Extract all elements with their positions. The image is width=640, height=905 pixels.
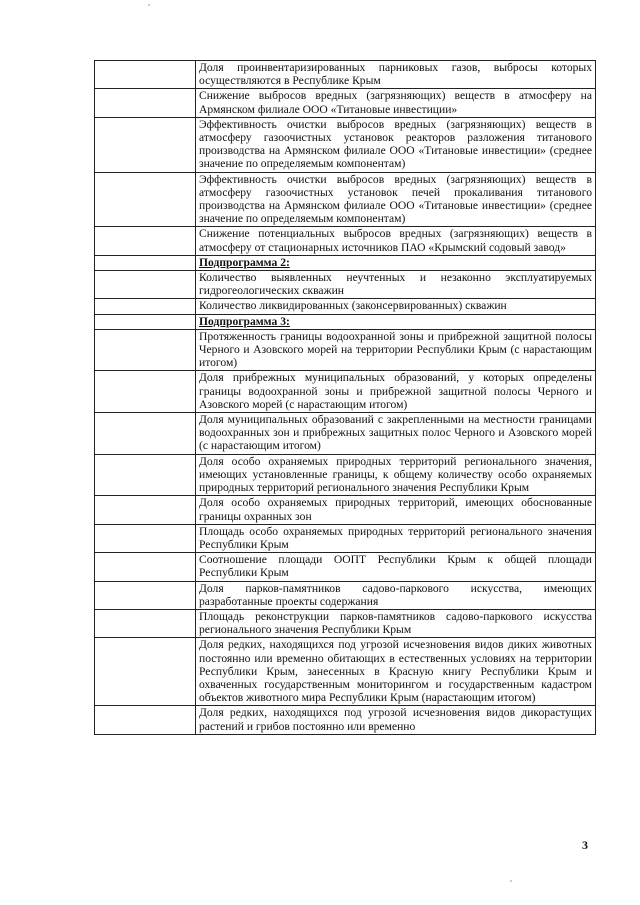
subprogram-heading: Подпрограмма 3: [196,314,596,329]
indicator-text: Доля особо охраняемых природных территорий, имеющих обоснованные границы охранных зон [196,496,596,524]
indicator-row [95,553,596,581]
blank-cell [95,609,196,637]
blank-cell [95,524,196,552]
indicator-row [95,117,596,172]
blank-cell [95,271,196,299]
scan-speck [148,4,150,6]
indicator-text: Снижение выбросов вредных (загрязняющих) веществ в атмосферу на Армянском филиале ООО «Титановые инвестиции» [196,89,596,117]
blank-cell [95,454,196,496]
indicator-text: Соотношение площади ООПТ Республики Крым к общей площади Республики Крым [196,553,596,581]
indicator-text: Доля прибрежных муниципальных образований, у которых определены границы водоохранной зоны и прибрежной защитной полосы Черного и Азовского морей (с нарастающим итогом) [196,371,596,413]
subprogram-heading: Подпрограмма 2: [196,255,596,270]
indicators-table [94,60,596,735]
blank-cell [95,638,196,706]
blank-cell [95,61,196,89]
blank-cell [95,496,196,524]
indicator-row [95,454,596,496]
indicator-text: Доля проинвентаризированных парниковых газов, выбросы которых осуществляются в Республике Крым [196,61,596,89]
indicator-text: Площадь реконструкции парков-памятников садово-паркового искусства регионального значения Республики Крым [196,609,596,637]
indicator-row [95,89,596,117]
indicator-text: Эффективность очистки выбросов вредных (загрязняющих) веществ в атмосферу газоочистных установок печей прокаливания титанового производства на Армянском филиале ООО «Титановые инвестиции» (среднее значение по определяемым компонентам) [196,172,596,227]
subprogram-heading-row [95,255,596,270]
blank-cell [95,329,196,371]
indicator-row [95,638,596,706]
indicator-text: Доля муниципальных образований с закрепленными на местности границами водоохранных зон и прибрежных защитных полос Черного и Азовского морей (с нарастающим итогом) [196,413,596,455]
indicator-text: Протяженность границы водоохранной зоны и прибрежной защитной полосы Черного и Азовского морей на территории Республики Крым (с нарастающим итогом) [196,329,596,371]
indicator-text: Доля парков-памятников садово-паркового искусства, имеющих разработанные проекты содержания [196,581,596,609]
indicator-row [95,496,596,524]
indicator-text: Эффективность очистки выбросов вредных (загрязняющих) веществ в атмосферу газоочистных установок реакторов разложения титанового производства на Армянском филиале ООО «Титановые инвестиции» (среднее значение по определяемым компонентам) [196,117,596,172]
indicator-row [95,172,596,227]
indicator-text: Площадь особо охраняемых природных территорий регионального значения Республики Крым [196,524,596,552]
indicator-row [95,609,596,637]
indicator-text: Количество выявленных неучтенных и незаконно эксплуатируемых гидрогеологических скважин [196,271,596,299]
blank-cell [95,314,196,329]
blank-cell [95,299,196,314]
scan-speck [510,880,512,882]
indicator-text: Доля редких, находящихся под угрозой исчезновения видов диких животных постоянно или временно обитающих в естественных условиях на территории Республики Крым, занесенных в Красную книгу Республики Крым и охваченных государственным мониторингом и государственным кадастром объектов животного мира Республики Крым (нарастающим итогом) [196,638,596,706]
indicator-row [95,706,596,734]
indicator-row [95,371,596,413]
blank-cell [95,255,196,270]
indicator-row [95,299,596,314]
blank-cell [95,581,196,609]
indicator-row [95,329,596,371]
indicator-row [95,61,596,89]
indicator-text: Доля особо охраняемых природных территорий регионального значения, имеющих установленные границы, к общему количеству особо охраняемых природных территорий регионального значения Республики Крым [196,454,596,496]
blank-cell [95,413,196,455]
indicator-row [95,524,596,552]
indicator-row [95,227,596,255]
blank-cell [95,706,196,734]
indicator-text: Доля редких, находящихся под угрозой исчезновения видов дикорастущих растений и грибов постоянно или временно [196,706,596,734]
indicator-text: Снижение потенциальных выбросов вредных (загрязняющих) веществ в атмосферу от стационарных источников ПАО «Крымский содовый завод» [196,227,596,255]
indicator-text: Количество ликвидированных (законсервированных) скважин [196,299,596,314]
blank-cell [95,89,196,117]
blank-cell [95,117,196,172]
indicator-row [95,413,596,455]
page-number: 3 [582,838,588,852]
subprogram-heading-row [95,314,596,329]
blank-cell [95,553,196,581]
blank-cell [95,227,196,255]
blank-cell [95,172,196,227]
indicator-row [95,581,596,609]
blank-cell [95,371,196,413]
indicator-row [95,271,596,299]
